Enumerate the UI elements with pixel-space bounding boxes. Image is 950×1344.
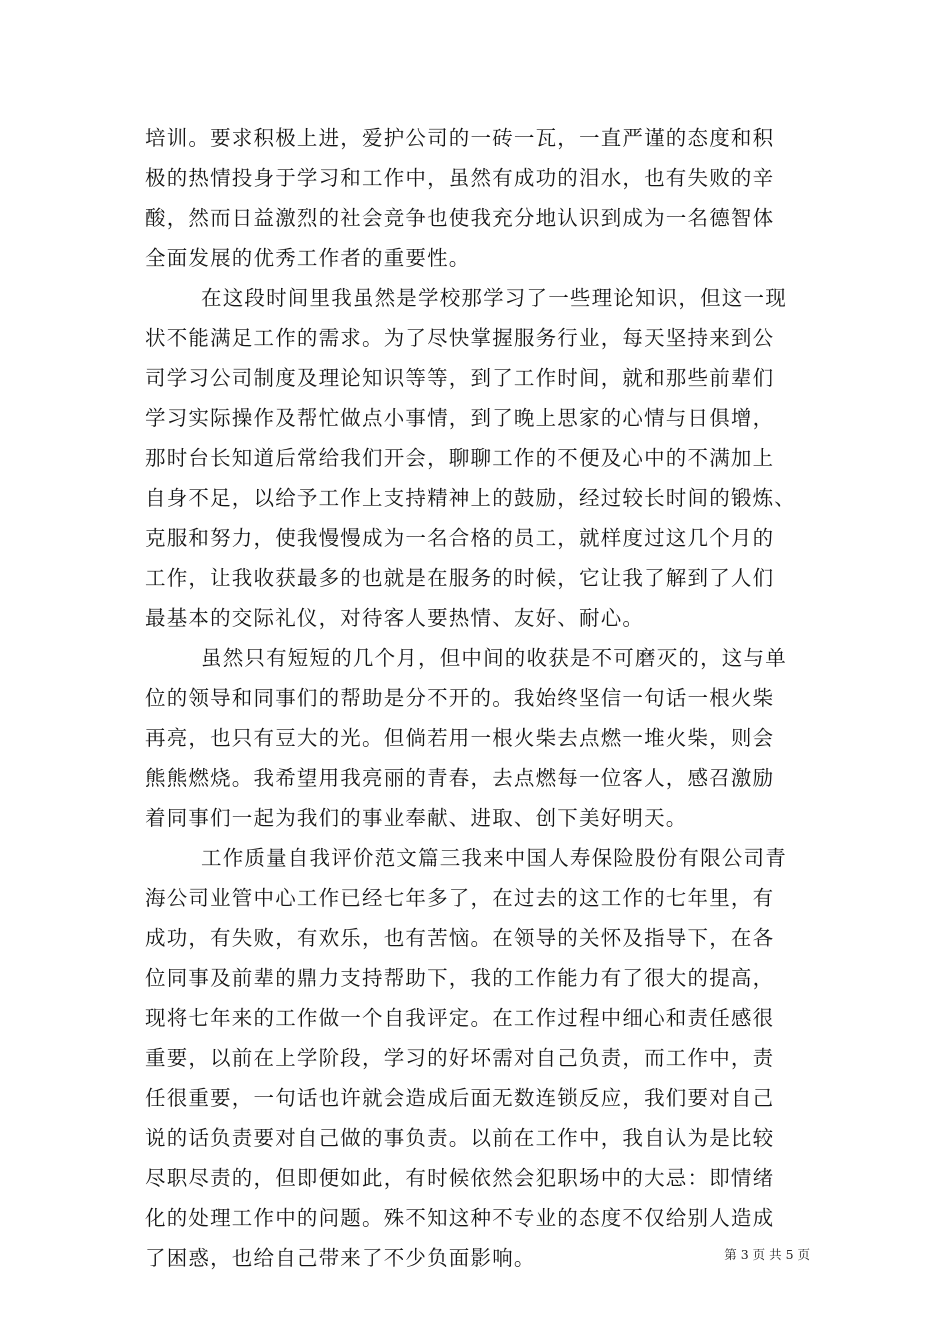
text-line: 酸，然而日益激烈的社会竞争也使我充分地认识到成为一名德智体 — [145, 206, 775, 230]
text-line: 位的领导和同事们的帮助是分不开的。我始终坚信一句话一根火柴 — [145, 686, 775, 710]
text-line: 任很重要，一句话也许就会造成后面无数连锁反应，我们要对自己 — [145, 1086, 775, 1110]
text-line: 尽职尽责的，但即便如此，有时候依然会犯职场中的大忌：即情绪 — [145, 1166, 775, 1190]
text-line: 着同事们一起为我们的事业奉献、进取、创下美好明天。 — [145, 806, 688, 830]
text-line: 培训。要求积极上进，爱护公司的一砖一瓦，一直严谨的态度和积 — [145, 126, 775, 150]
paragraph-work-experience — [145, 278, 813, 638]
text-line: 成功，有失败，有欢乐，也有苦恼。在领导的关怀及指导下，在各 — [145, 926, 775, 950]
text-line: 那时台长知道后常给我们开会，聊聊工作的不便及心中的不满加上 — [145, 446, 775, 470]
text-line: 工作，让我收获最多的也就是在服务的时候，它让我了解到了人们 — [145, 566, 775, 590]
text-line: 说的话负责要对自己做的事负责。以前在工作中，我自认为是比较 — [145, 1126, 775, 1150]
text-line: 工作质量自我评价范文篇三我来中国人寿保险股份有限公司青 — [201, 846, 787, 870]
page-number: 第 3 页 共 5 页 — [724, 1247, 810, 1262]
text-line: 状不能满足工作的需求。为了尽快掌握服务行业，每天坚持来到公 — [145, 326, 775, 350]
text-line: 极的热情投身于学习和工作中，虽然有成功的泪水，也有失败的辛 — [145, 166, 775, 190]
text-line: 重要，以前在上学阶段，学习的好坏需对自己负责，而工作中，责 — [145, 1046, 775, 1070]
document-body — [145, 118, 813, 1278]
text-line: 化的处理工作中的问题。殊不知这种不专业的态度不仅给别人造成 — [145, 1206, 775, 1230]
paragraph-continued — [145, 118, 813, 278]
text-line: 在这段时间里我虽然是学校那学习了一些理论知识，但这一现 — [201, 286, 787, 310]
text-line: 克服和努力，使我慢慢成为一名合格的员工，就样度过这几个月的 — [145, 526, 775, 550]
paragraph-gains — [145, 638, 813, 838]
text-line: 现将七年来的工作做一个自我评定。在工作过程中细心和责任感很 — [145, 1006, 775, 1030]
text-line: 学习实际操作及帮忙做点小事情，到了晚上思家的心情与日俱增， — [145, 406, 775, 430]
text-line: 虽然只有短短的几个月，但中间的收获是不可磨灭的，这与单 — [201, 646, 787, 670]
text-line: 熊熊燃烧。我希望用我亮丽的青春，去点燃每一位客人，感召激励 — [145, 766, 775, 790]
text-line: 海公司业管中心工作已经七年多了，在过去的这工作的七年里，有 — [145, 886, 775, 910]
text-line: 再亮，也只有豆大的光。但倘若用一根火柴去点燃一堆火柴，则会 — [145, 726, 775, 750]
text-line: 全面发展的优秀工作者的重要性。 — [145, 246, 471, 270]
text-line: 了困惑，也给自己带来了不少负面影响。 — [145, 1246, 536, 1270]
paragraph-self-evaluation — [145, 838, 813, 1278]
text-line: 位同事及前辈的鼎力支持帮助下，我的工作能力有了很大的提高， — [145, 966, 775, 990]
text-line: 最基本的交际礼仪，对待客人要热情、友好、耐心。 — [145, 606, 645, 630]
text-line: 司学习公司制度及理论知识等等，到了工作时间，就和那些前辈们 — [145, 366, 775, 390]
text-line: 自身不足，以给予工作上支持精神上的鼓励，经过较长时间的锻炼、 — [145, 486, 796, 510]
